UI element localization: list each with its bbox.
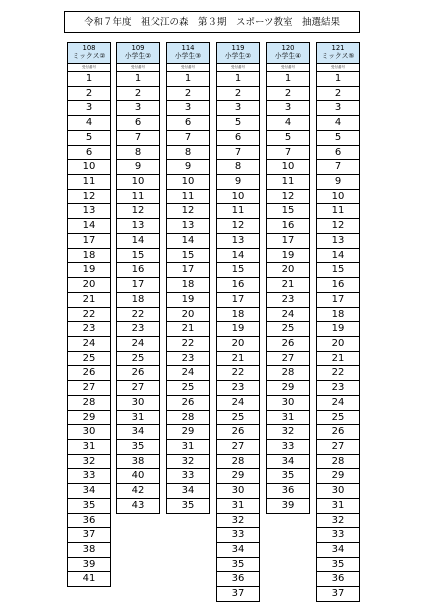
receipt-number-cell: 39: [67, 558, 111, 573]
receipt-number-cell: 20: [166, 308, 210, 323]
receipt-number-cell: 15: [316, 263, 360, 278]
receipt-number-cell: 6: [316, 146, 360, 161]
receipt-number-cell: 31: [116, 411, 160, 426]
receipt-number-cell: 15: [266, 204, 310, 219]
receipt-number-cell: 26: [166, 396, 210, 411]
receipt-number-label: 受付番号: [216, 64, 260, 72]
receipt-number-cell: 11: [216, 204, 260, 219]
receipt-number-cell: 21: [266, 278, 310, 293]
receipt-number-cell: 10: [216, 190, 260, 205]
receipt-number-cell: 24: [216, 396, 260, 411]
receipt-number-cell: 18: [67, 249, 111, 264]
receipt-number-cell: 28: [316, 455, 360, 470]
receipt-number-cell: 16: [116, 263, 160, 278]
receipt-number-cell: 34: [67, 484, 111, 499]
receipt-number-cell: 1: [166, 72, 210, 87]
receipt-number-cell: 17: [316, 293, 360, 308]
receipt-number-cell: 37: [67, 528, 111, 543]
receipt-number-cell: 31: [316, 499, 360, 514]
receipt-number-cell: 24: [266, 308, 310, 323]
receipt-number-cell: 22: [67, 308, 111, 323]
receipt-number-cell: 30: [67, 425, 111, 440]
receipt-number-cell: 28: [216, 455, 260, 470]
receipt-number-cell: 21: [316, 352, 360, 367]
receipt-number-cell: 12: [166, 204, 210, 219]
receipt-number-cell: 24: [67, 337, 111, 352]
receipt-number-cell: 7: [166, 131, 210, 146]
receipt-number-cell: 10: [116, 175, 160, 190]
class-column-109: [116, 42, 160, 514]
column-header: [316, 42, 360, 64]
receipt-number-cell: 5: [216, 116, 260, 131]
receipt-number-cell: 9: [166, 160, 210, 175]
receipt-number-cell: 9: [116, 160, 160, 175]
receipt-number-cell: 29: [67, 411, 111, 426]
receipt-number-cell: 12: [67, 190, 111, 205]
receipt-number-cell: 29: [166, 425, 210, 440]
column-header: [266, 42, 310, 64]
receipt-number-cell: 12: [316, 219, 360, 234]
receipt-number-cell: 23: [216, 381, 260, 396]
receipt-number-cell: 33: [166, 469, 210, 484]
receipt-number-cell: 23: [116, 322, 160, 337]
receipt-number-cell: 34: [316, 543, 360, 558]
receipt-number-cell: 28: [67, 396, 111, 411]
receipt-number-cell: 21: [67, 293, 111, 308]
receipt-number-cell: 3: [216, 101, 260, 116]
receipt-number-cell: 10: [67, 160, 111, 175]
receipt-number-cell: 27: [316, 440, 360, 455]
class-code: 109: [131, 44, 145, 52]
receipt-number-cell: 38: [67, 543, 111, 558]
receipt-number-cell: 43: [116, 499, 160, 514]
receipt-number-cell: 13: [67, 204, 111, 219]
receipt-number-cell: 1: [216, 72, 260, 87]
receipt-number-cell: 17: [216, 293, 260, 308]
receipt-number-cell: 26: [266, 337, 310, 352]
receipt-number-cell: 19: [67, 263, 111, 278]
receipt-number-cell: 22: [166, 337, 210, 352]
receipt-number-cell: 17: [166, 263, 210, 278]
receipt-number-cell: 23: [67, 322, 111, 337]
receipt-number-cell: 8: [116, 146, 160, 161]
page-title: 令和７年度 祖父江の森 第３期 スポーツ教室 抽選結果: [64, 11, 360, 33]
receipt-number-cell: 27: [67, 381, 111, 396]
receipt-number-label: 受付番号: [316, 64, 360, 72]
receipt-number-cell: 14: [316, 249, 360, 264]
receipt-number-cell: 4: [266, 116, 310, 131]
receipt-number-cell: 1: [266, 72, 310, 87]
receipt-number-cell: 31: [216, 499, 260, 514]
receipt-number-cell: 4: [316, 116, 360, 131]
receipt-number-cell: 35: [316, 558, 360, 573]
receipt-number-cell: 4: [67, 116, 111, 131]
receipt-number-cell: 34: [216, 543, 260, 558]
receipt-number-cell: 36: [266, 484, 310, 499]
receipt-number-cell: 14: [67, 219, 111, 234]
receipt-number-label: 受付番号: [67, 64, 111, 72]
receipt-number-cell: 32: [166, 455, 210, 470]
receipt-number-cell: 7: [216, 146, 260, 161]
receipt-number-cell: 26: [216, 425, 260, 440]
class-column-120: [266, 42, 310, 514]
receipt-number-cell: 7: [116, 131, 160, 146]
receipt-number-cell: 30: [266, 396, 310, 411]
receipt-number-cell: 15: [116, 249, 160, 264]
receipt-number-cell: 13: [316, 234, 360, 249]
receipt-number-cell: 31: [67, 440, 111, 455]
receipt-number-cell: 18: [166, 278, 210, 293]
class-code: 121: [331, 44, 345, 52]
receipt-number-cell: 10: [166, 175, 210, 190]
receipt-number-cell: 27: [266, 352, 310, 367]
column-header: [67, 42, 111, 64]
receipt-number-cell: 10: [266, 160, 310, 175]
receipt-number-cell: 19: [166, 293, 210, 308]
receipt-number-cell: 9: [216, 175, 260, 190]
receipt-number-cell: 16: [266, 219, 310, 234]
receipt-number-cell: 9: [316, 175, 360, 190]
receipt-number-cell: 3: [266, 101, 310, 116]
class-category: ミックス⑤: [321, 52, 355, 61]
receipt-number-cell: 23: [316, 381, 360, 396]
receipt-number-cell: 25: [116, 352, 160, 367]
receipt-number-cell: 18: [116, 293, 160, 308]
receipt-number-cell: 8: [216, 160, 260, 175]
class-column-121: [316, 42, 360, 602]
receipt-number-cell: 21: [216, 352, 260, 367]
receipt-number-cell: 36: [316, 572, 360, 587]
receipt-number-cell: 6: [116, 116, 160, 131]
receipt-number-cell: 1: [316, 72, 360, 87]
class-category: 小学生④: [274, 52, 302, 61]
receipt-number-cell: 6: [67, 146, 111, 161]
receipt-number-cell: 13: [216, 234, 260, 249]
class-column-114: [166, 42, 210, 514]
receipt-number-cell: 22: [116, 308, 160, 323]
receipt-number-cell: 19: [216, 322, 260, 337]
receipt-number-cell: 6: [166, 116, 210, 131]
receipt-number-cell: 11: [266, 175, 310, 190]
receipt-number-cell: 31: [266, 411, 310, 426]
receipt-number-cell: 29: [266, 381, 310, 396]
receipt-number-cell: 25: [166, 381, 210, 396]
receipt-number-cell: 11: [316, 204, 360, 219]
receipt-number-cell: 11: [116, 190, 160, 205]
receipt-number-cell: 39: [266, 499, 310, 514]
receipt-number-cell: 38: [116, 455, 160, 470]
receipt-number-cell: 33: [67, 469, 111, 484]
receipt-number-cell: 3: [116, 101, 160, 116]
receipt-number-cell: 35: [166, 499, 210, 514]
class-column-108: [67, 42, 111, 587]
receipt-number-cell: 17: [67, 234, 111, 249]
receipt-number-cell: 30: [116, 396, 160, 411]
receipt-number-cell: 19: [266, 249, 310, 264]
receipt-number-cell: 34: [166, 484, 210, 499]
receipt-number-cell: 5: [316, 131, 360, 146]
receipt-number-cell: 37: [316, 587, 360, 602]
receipt-number-cell: 2: [166, 87, 210, 102]
receipt-number-cell: 18: [316, 308, 360, 323]
receipt-number-label: 受付番号: [166, 64, 210, 72]
receipt-number-cell: 41: [67, 572, 111, 587]
receipt-number-cell: 13: [116, 219, 160, 234]
class-code: 108: [82, 44, 96, 52]
receipt-number-cell: 42: [116, 484, 160, 499]
receipt-number-cell: 12: [216, 219, 260, 234]
column-header: [166, 42, 210, 64]
receipt-number-cell: 35: [266, 469, 310, 484]
receipt-number-cell: 1: [67, 72, 111, 87]
receipt-number-cell: 29: [316, 469, 360, 484]
receipt-number-cell: 6: [216, 131, 260, 146]
receipt-number-cell: 24: [116, 337, 160, 352]
receipt-number-cell: 23: [166, 352, 210, 367]
receipt-number-cell: 12: [266, 190, 310, 205]
receipt-number-cell: 20: [67, 278, 111, 293]
receipt-number-cell: 16: [216, 278, 260, 293]
receipt-number-cell: 1: [116, 72, 160, 87]
receipt-number-cell: 2: [67, 87, 111, 102]
receipt-number-cell: 2: [266, 87, 310, 102]
receipt-number-cell: 33: [216, 528, 260, 543]
receipt-number-cell: 32: [67, 455, 111, 470]
receipt-number-cell: 28: [166, 411, 210, 426]
receipt-number-cell: 17: [116, 278, 160, 293]
receipt-number-cell: 24: [316, 396, 360, 411]
receipt-number-cell: 33: [266, 440, 310, 455]
column-header: [116, 42, 160, 64]
receipt-number-cell: 34: [266, 455, 310, 470]
receipt-number-cell: 27: [216, 440, 260, 455]
receipt-number-cell: 5: [67, 131, 111, 146]
receipt-number-cell: 26: [67, 366, 111, 381]
receipt-number-cell: 8: [166, 146, 210, 161]
receipt-number-cell: 37: [216, 587, 260, 602]
receipt-number-cell: 3: [316, 101, 360, 116]
receipt-number-cell: 30: [316, 484, 360, 499]
receipt-number-cell: 35: [67, 499, 111, 514]
receipt-number-cell: 36: [67, 514, 111, 529]
receipt-number-cell: 27: [116, 381, 160, 396]
receipt-number-label: 受付番号: [266, 64, 310, 72]
receipt-number-cell: 14: [166, 234, 210, 249]
receipt-number-cell: 32: [266, 425, 310, 440]
receipt-number-cell: 7: [316, 160, 360, 175]
receipt-number-cell: 14: [216, 249, 260, 264]
receipt-number-cell: 25: [266, 322, 310, 337]
receipt-number-cell: 5: [266, 131, 310, 146]
receipt-number-cell: 7: [266, 146, 310, 161]
receipt-number-cell: 11: [67, 175, 111, 190]
receipt-number-label: 受付番号: [116, 64, 160, 72]
receipt-number-cell: 34: [116, 425, 160, 440]
class-category: 小学生②: [224, 52, 252, 61]
receipt-number-cell: 25: [67, 352, 111, 367]
receipt-number-cell: 26: [316, 425, 360, 440]
receipt-number-cell: 31: [166, 440, 210, 455]
receipt-number-cell: 3: [166, 101, 210, 116]
receipt-number-cell: 23: [266, 293, 310, 308]
receipt-number-cell: 24: [166, 366, 210, 381]
receipt-number-cell: 3: [67, 101, 111, 116]
receipt-number-cell: 22: [216, 366, 260, 381]
receipt-number-cell: 25: [216, 411, 260, 426]
receipt-number-cell: 22: [316, 366, 360, 381]
receipt-number-cell: 2: [316, 87, 360, 102]
receipt-number-cell: 33: [316, 528, 360, 543]
receipt-number-cell: 11: [166, 190, 210, 205]
receipt-number-cell: 10: [316, 190, 360, 205]
class-category: 小学生③: [174, 52, 202, 61]
class-code: 119: [231, 44, 245, 52]
receipt-number-cell: 19: [316, 322, 360, 337]
receipt-number-cell: 12: [116, 204, 160, 219]
receipt-number-cell: 35: [216, 558, 260, 573]
receipt-number-cell: 16: [316, 278, 360, 293]
receipt-number-cell: 40: [116, 469, 160, 484]
receipt-number-cell: 14: [116, 234, 160, 249]
column-header: [216, 42, 260, 64]
receipt-number-cell: 28: [266, 366, 310, 381]
class-category: 小学生②: [124, 52, 152, 61]
class-code: 120: [281, 44, 295, 52]
receipt-number-cell: 30: [216, 484, 260, 499]
receipt-number-cell: 2: [216, 87, 260, 102]
class-category: ミックス②: [72, 52, 106, 61]
receipt-number-cell: 36: [216, 572, 260, 587]
receipt-number-cell: 32: [216, 514, 260, 529]
receipt-number-cell: 35: [116, 440, 160, 455]
receipt-number-cell: 26: [116, 366, 160, 381]
class-column-119: [216, 42, 260, 602]
receipt-number-cell: 18: [216, 308, 260, 323]
receipt-number-cell: 32: [316, 514, 360, 529]
class-code: 114: [181, 44, 195, 52]
receipt-number-cell: 20: [316, 337, 360, 352]
receipt-number-cell: 29: [216, 469, 260, 484]
receipt-number-cell: 17: [266, 234, 310, 249]
receipt-number-cell: 21: [166, 322, 210, 337]
receipt-number-cell: 2: [116, 87, 160, 102]
receipt-number-cell: 20: [216, 337, 260, 352]
receipt-number-cell: 20: [266, 263, 310, 278]
receipt-number-cell: 15: [166, 249, 210, 264]
receipt-number-cell: 25: [316, 411, 360, 426]
receipt-number-cell: 13: [166, 219, 210, 234]
receipt-number-cell: 15: [216, 263, 260, 278]
